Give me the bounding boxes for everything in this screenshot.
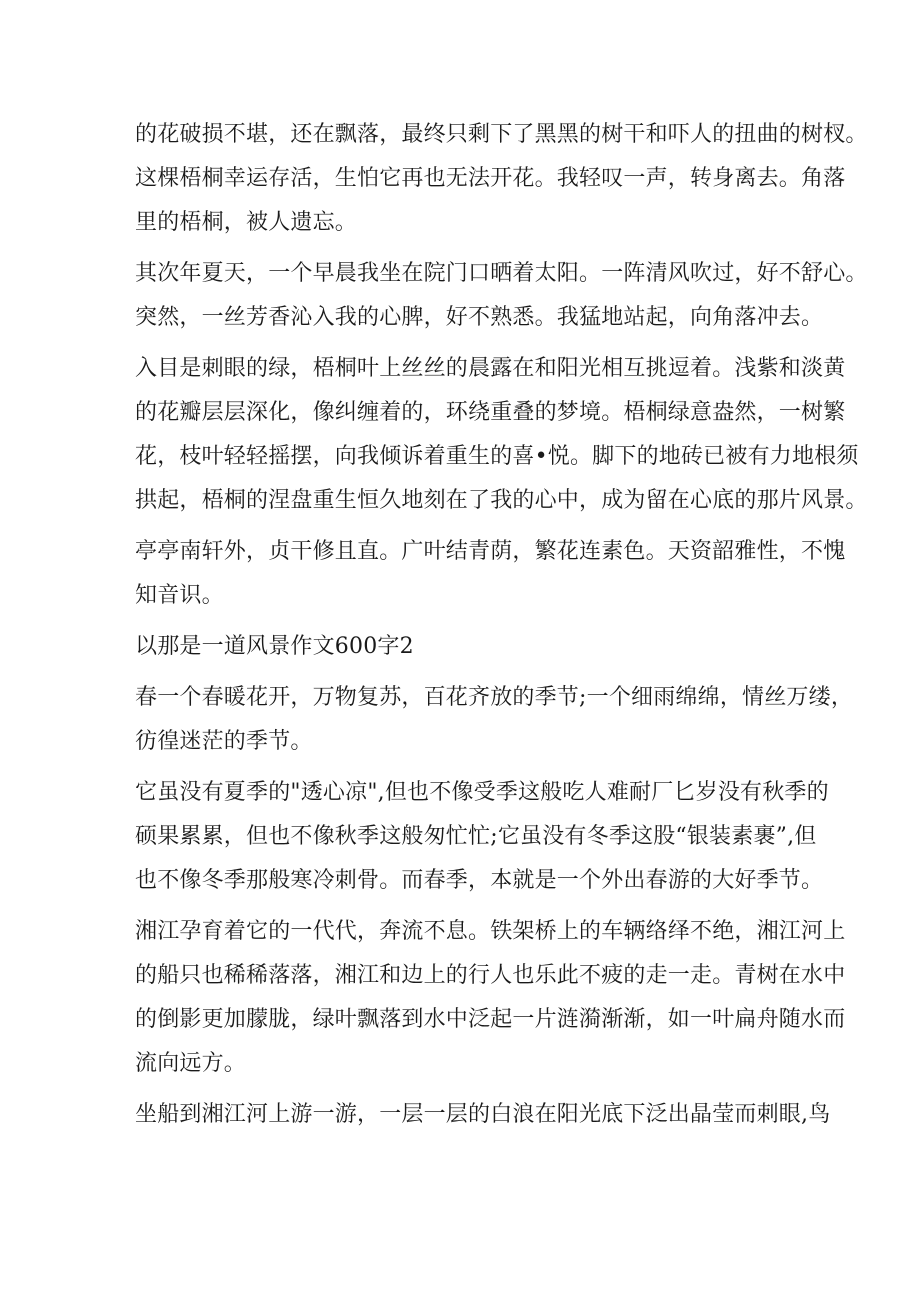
paragraph-5: [135, 676, 854, 764]
text-line: 硕果累累，但也不像秋季这般匆忙忙;它虽没有冬季这股“银装素裹”,但: [135, 824, 817, 849]
paragraph-1: [135, 113, 868, 245]
text-line: 入目是刺眼的绿，梧桐叶上丝丝的晨露在和阳光相互挑逗着。浅紫和淡黄: [135, 356, 846, 381]
text-line: 拱起，梧桐的涅盘重生恒久地刻在了我的心中，成为留在心底的那片风景。: [135, 488, 868, 513]
document-body: [135, 113, 868, 1144]
text-line: 坐船到湘江河上游一游，一层一层的白浪在阳光底下泛出晶莹而刺眼,鸟: [135, 1102, 831, 1127]
text-line: 彷徨迷茫的季节。: [135, 729, 313, 754]
text-line: 其次年夏天，一个早晨我坐在院门口晒着太阳。一阵清风吹过，好不舒心。: [135, 261, 868, 286]
paragraph-3: [135, 347, 868, 523]
text-line: 这棵梧桐幸运存活，生怕它再也无法开花。我轻叹一声，转身离去。角落: [135, 166, 846, 191]
heading-text: 以那是一道风景作文600字2: [135, 634, 414, 659]
text-line: 花，枝叶轻轻摇摆，向我倾诉着重生的喜•悦。脚下的地砖已被有力地根须: [135, 444, 859, 469]
text-line: 知音识。: [135, 583, 224, 608]
section-heading: [135, 625, 795, 669]
text-line: 流向远方。: [135, 1051, 247, 1076]
paragraph-8: [135, 1093, 831, 1137]
text-line: 亭亭南轩外，贞干修且直。广叶结青荫，繁花连素色。天资韶雅性，不愧: [135, 539, 846, 564]
text-line: 它虽没有夏季的"透心凉",但也不像受季这般吃人难耐厂匕岁没有秋季的: [135, 780, 829, 805]
text-line: 的船只也稀稀落落，湘江和边上的行人也乐此不疲的走一走。青树在水中: [135, 963, 846, 988]
text-line: 突然，一丝芳香沁入我的心脾，好不熟悉。我猛地站起，向角落冲去。: [135, 305, 824, 330]
text-line: 的花瓣层层深化，像纠缠着的，环绕重叠的梦境。梧桐绿意盎然，一树繁: [135, 400, 846, 425]
text-line: 湘江孕育着它的一代代，奔流不息。铁架桥上的车辆络绎不绝，湘江河上: [135, 919, 846, 944]
text-line: 的花破损不堪，还在飘落，最终只剩下了黑黑的树干和吓人的扭曲的树杈。: [135, 122, 868, 147]
paragraph-4: [135, 530, 846, 618]
paragraph-2: [135, 252, 868, 340]
text-line: 的倒影更加朦胧，绿叶飘落到水中泛起一片涟漪渐渐，如一叶扁舟随水而: [135, 1007, 846, 1032]
text-line: 里的梧桐，被人遗忘。: [135, 210, 358, 235]
text-line: 春一个春暖花开，万物复苏，百花齐放的季节;一个细雨绵绵，情丝万缕，: [135, 685, 854, 710]
paragraph-6: [135, 771, 829, 903]
paragraph-7: [135, 910, 846, 1086]
text-line: 也不像冬季那般寒冷刺骨。而春季，本就是一个外出春游的大好季节。: [135, 868, 824, 893]
